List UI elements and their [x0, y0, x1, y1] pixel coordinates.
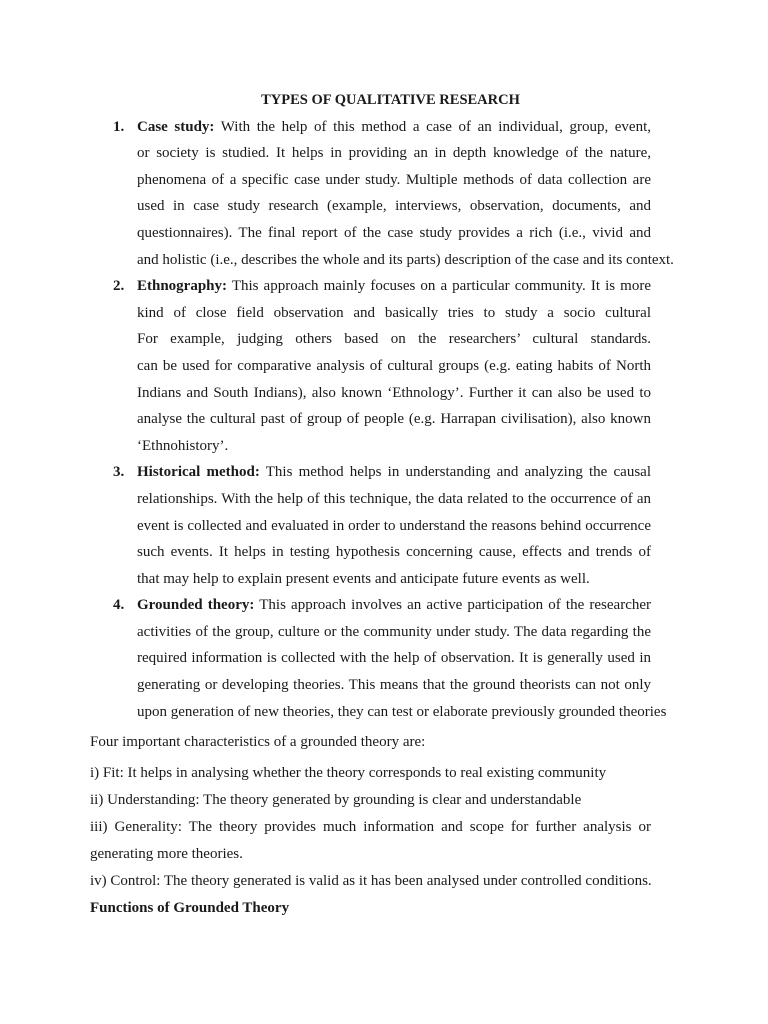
text-line: Indians and South Indians), also known ‘Ethnology’. Further it can also be used to [137, 384, 651, 401]
item-heading: Historical method: [137, 464, 260, 481]
text-line: that may help to explain present events and anticipate future events as well. [137, 570, 590, 587]
characteristics-section [90, 729, 651, 895]
text-line: kind of close field observation and basically tries to study a socio cultural [137, 304, 651, 321]
characteristic-line: i) Fit: It helps in analysing whether the theory corresponds to real existing community [90, 765, 607, 782]
section-heading: Functions of Grounded Theory [90, 900, 290, 917]
list-number: 4. [113, 597, 125, 614]
text-line: generating or developing theories. This means that the ground theorists can not only [137, 677, 651, 694]
characteristic-line: iv) Control: The theory generated is valid as it has been analysed under controlled conditions. [90, 873, 652, 890]
characteristics-intro: Four important characteristics of a grounded theory are: [90, 734, 426, 751]
list-number: 1. [113, 118, 125, 135]
text-line: or society is studied. It helps in providing an in depth knowledge of the nature, [137, 145, 651, 162]
text-span: This approach mainly focuses on a particular community. It is more [231, 278, 651, 295]
text-line: upon generation of new theories, they can test or elaborate previously grounded theories [137, 703, 667, 720]
text-line: required information is collected with the help of observation. It is generally used in [137, 650, 651, 667]
text-span: This method helps in understanding and analyzing the causal [265, 464, 651, 481]
characteristic-line: generating more theories. [90, 846, 243, 863]
text-line: analyse the cultural past of group of people (e.g. Harrapan civilisation), also known [137, 411, 651, 428]
text-line: can be used for comparative analysis of cultural groups (e.g. eating habits of North [137, 357, 651, 374]
item-heading: Case study: [137, 118, 215, 135]
text-line [137, 273, 651, 300]
list-item [90, 273, 651, 459]
list-item [90, 592, 667, 725]
text-line [137, 114, 651, 141]
text-span: With the help of this method a case of an individual, group, event, [220, 118, 651, 135]
text-line [137, 592, 651, 619]
text-line: relationships. With the help of this technique, the data related to the occurrence of an [137, 490, 651, 507]
list-item [90, 114, 674, 274]
text-line [137, 459, 651, 486]
text-line: activities of the group, culture or the community under study. The data regarding the [137, 623, 651, 640]
text-span: This approach involves an active participation of the researcher [259, 597, 651, 614]
characteristic-line: iii) Generality: The theory provides much information and scope for further analysis or [90, 819, 651, 836]
research-types-list [90, 114, 674, 726]
item-heading: Ethnography: [137, 278, 228, 295]
text-line: such events. It helps in testing hypothesis concerning cause, effects and trends of [137, 544, 651, 561]
text-line: questionnaires). The final report of the case study provides a rich (i.e., vivid and [137, 224, 651, 241]
document-page [90, 87, 674, 922]
text-line: phenomena of a specific case under study. Multiple methods of data collection are [137, 171, 651, 188]
item-heading: Grounded theory: [137, 597, 255, 614]
text-line: For example, judging others based on the researchers’ cultural standards. [137, 331, 651, 348]
list-number: 3. [113, 464, 125, 481]
characteristic-line: ii) Understanding: The theory generated by grounding is clear and understandable [90, 792, 582, 809]
list-number: 2. [113, 278, 125, 295]
text-line: and holistic (i.e., describes the whole and its parts) description of the case and its context. [137, 251, 674, 268]
text-line: used in case study research (example, interviews, observation, documents, and [137, 198, 651, 215]
list-item [90, 459, 651, 592]
text-line: event is collected and evaluated in order to understand the reasons behind occurrence [137, 517, 651, 534]
text-line: ‘Ethnohistory’. [137, 437, 229, 454]
document-title: TYPES OF QUALITATIVE RESEARCH [261, 92, 520, 108]
